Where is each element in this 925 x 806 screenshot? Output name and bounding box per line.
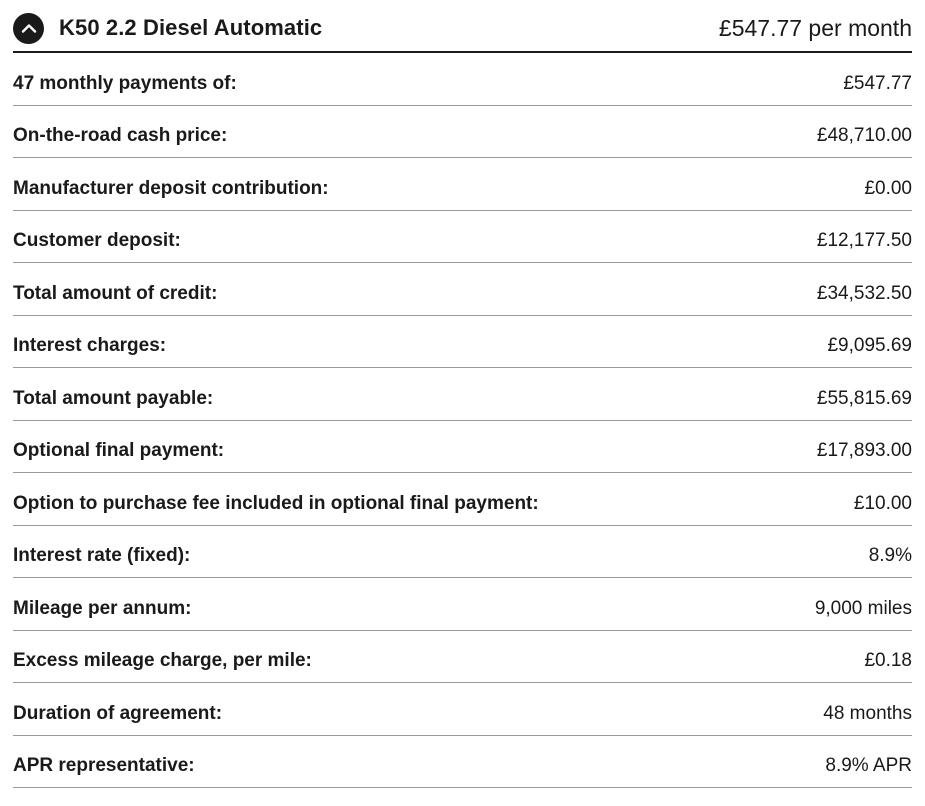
detail-label: On-the-road cash price: — [13, 125, 228, 147]
finance-header[interactable] — [13, 0, 912, 53]
detail-value: 8.9% — [868, 545, 912, 567]
detail-row-cash-price — [13, 106, 912, 159]
finance-details-list — [13, 53, 912, 788]
detail-row-monthly-payments — [13, 53, 912, 106]
detail-label: Total amount payable: — [13, 387, 214, 409]
detail-label: Excess mileage charge, per mile: — [13, 650, 312, 672]
detail-label: Total amount of credit: — [13, 282, 218, 304]
detail-label: Interest rate (fixed): — [13, 545, 191, 567]
vehicle-title: K50 2.2 Diesel Automatic — [59, 15, 323, 40]
detail-label: Customer deposit: — [13, 230, 181, 252]
detail-value: £17,893.00 — [816, 440, 912, 462]
detail-row-excess-mileage — [13, 631, 912, 684]
detail-value: £9,095.69 — [827, 335, 912, 357]
detail-label: 47 monthly payments of: — [13, 72, 237, 94]
detail-row-total-payable — [13, 368, 912, 421]
detail-row-purchase-fee — [13, 473, 912, 526]
detail-row-interest-charges — [13, 316, 912, 369]
header-left — [13, 13, 322, 44]
detail-value: 8.9% APR — [825, 755, 912, 777]
detail-value: £0.00 — [864, 177, 912, 199]
detail-value: 9,000 miles — [814, 597, 912, 619]
detail-row-mileage — [13, 578, 912, 631]
detail-label: Manufacturer deposit contribution: — [13, 177, 329, 199]
detail-label: Option to purchase fee included in optional final payment: — [13, 492, 539, 514]
collapse-toggle-button[interactable] — [13, 13, 44, 44]
detail-label: APR representative: — [13, 755, 195, 777]
detail-value: £12,177.50 — [816, 230, 912, 252]
finance-summary-panel — [13, 0, 912, 788]
detail-row-manufacturer-deposit — [13, 158, 912, 211]
chevron-up-icon — [21, 23, 37, 33]
detail-value: £34,532.50 — [816, 282, 912, 304]
detail-value: £0.18 — [864, 650, 912, 672]
detail-label: Optional final payment: — [13, 440, 225, 462]
detail-row-customer-deposit — [13, 211, 912, 264]
detail-value: £48,710.00 — [816, 125, 912, 147]
detail-label: Duration of agreement: — [13, 702, 223, 724]
monthly-price: £547.77 per month — [718, 14, 912, 41]
detail-value: £547.77 — [843, 72, 912, 94]
detail-row-apr — [13, 736, 912, 789]
detail-row-duration — [13, 683, 912, 736]
detail-value: £10.00 — [853, 492, 912, 514]
detail-row-optional-final-payment — [13, 421, 912, 474]
detail-label: Interest charges: — [13, 335, 167, 357]
detail-value: 48 months — [823, 702, 912, 724]
detail-label: Mileage per annum: — [13, 597, 192, 619]
detail-row-total-credit — [13, 263, 912, 316]
detail-value: £55,815.69 — [816, 387, 912, 409]
detail-row-interest-rate — [13, 526, 912, 579]
